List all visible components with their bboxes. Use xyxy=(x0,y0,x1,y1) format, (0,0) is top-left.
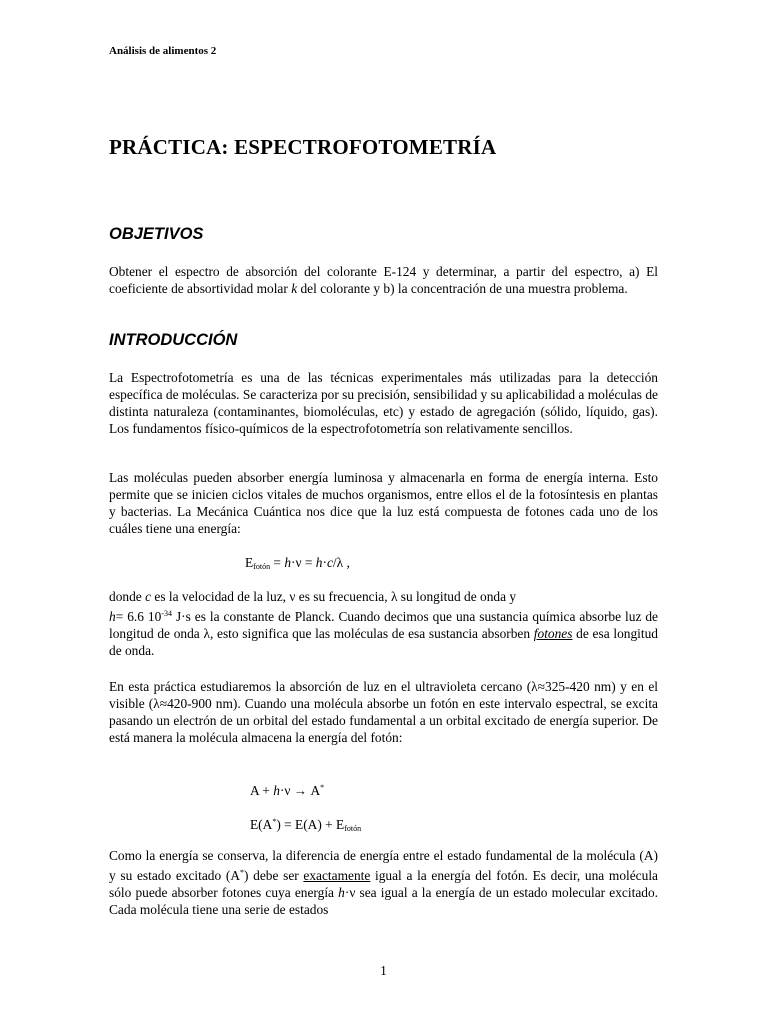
equation-photon-energy: $E_{fotón} = h\cdot\nu = h\cdot c/\lambda$ , xyxy=(245,555,350,571)
exactamente-emphasis: exactamente xyxy=(303,868,371,883)
intro-paragraph-2: Las moléculas pueden absorber energía luminosa y almacenarla en forma de energía interna. Esto permite que se inicien ciclos vitales de muchos organismos, entre ellos el de la fotosíntesis en plantas y bacterias. La Mecánica Cuántica nos dice que la luz está compuesta de fotones cada uno de los cuáles tiene una energía: xyxy=(109,470,658,536)
fotones-emphasis: fotones xyxy=(533,626,573,641)
intro-paragraph-5: Como la energía se conserva, la diferencia de energía entre el estado fundamental de la molécula (A) y su estado excitado (A*) debe ser exactamente igual a la energía del fotón. Es decir, una molécula sólo puede absorber fotones cuya energía h·ν sea igual a la energía de un estado molecular excitado. Cada molécula tiene una serie de estados xyxy=(109,848,658,917)
document-title: PRÁCTICA: ESPECTROFOTOMETRÍA xyxy=(109,135,497,159)
objetivos-paragraph: Obtener el espectro de absorción del colorante E-124 y determinar, a partir del espectro, a) El coeficiente de absortividad molar k del colorante y b) la concentración de una muestra problema. xyxy=(109,264,658,296)
intro-paragraph-1: La Espectrofotometría es una de las técnicas experimentales más utilizadas para la detección específica de moléculas. Se caracteriza por su precisión, sensibilidad y su aplicabilidad a moléculas de distinta naturaleza (contaminantes, biomoléculas, etc) y estado de agregación (sólido, líquido, gas). Los fundamentos físico-químicos de la espectrofotometría son relativamente sencillos. xyxy=(109,370,658,436)
intro-paragraph-3: donde c es la velocidad de la luz, ν es su frecuencia, λ su longitud de onda y h= 6.6 $10^{-34}$ J·s es la constante de Planck. Cuando decimos que una sustancia química absorbe luz de longitud de onda λ, esto significa que las moléculas de esa sustancia absorben fotones de esa longitud de onda. xyxy=(109,589,658,658)
document-page xyxy=(109,0,658,1024)
equation-energy-balance: $E(A^*) = E(A) + E_{fotón}$ xyxy=(250,817,362,833)
heading-introduccion: INTRODUCCIÓN xyxy=(109,331,238,349)
equation-excitation: A + h·ν → A* xyxy=(250,783,325,798)
heading-objetivos: OBJETIVOS xyxy=(109,225,204,243)
page-number: 1 xyxy=(380,963,387,978)
running-header: Análisis de alimentos 2 xyxy=(109,45,217,57)
intro-paragraph-4: En esta práctica estudiaremos la absorción de luz en el ultravioleta cercano (λ≈325-420 nm) y en el visible (λ≈420-900 nm). Cuando una molécula absorbe un fotón en este intervalo espectral, se excita pasando un electrón de un orbital del estado fundamental a un orbital excitado de energía superior. De está manera la molécula almacena la energía del fotón: xyxy=(109,679,658,745)
